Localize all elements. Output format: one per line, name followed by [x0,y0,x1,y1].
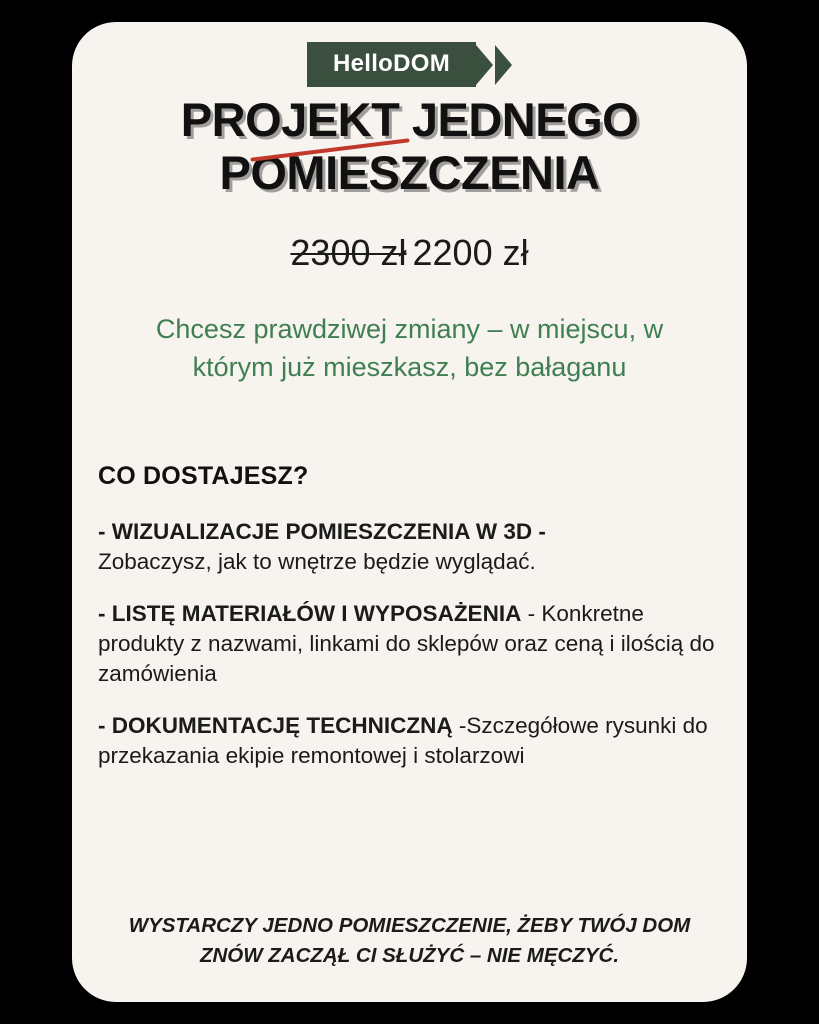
list-item-bold: - WIZUALIZACJE POMIESZCZENIA W 3D - [98,519,546,544]
price-row [72,232,747,274]
section-heading: CO DOSTAJESZ? [98,462,309,490]
poster-card [72,22,747,1002]
footer-line-2: ZNÓW ZACZĄŁ CI SŁUŻYĆ – NIE MĘCZYĆ. [199,944,620,968]
list-item-second-line: Zobaczysz, jak to wnętrze będzie wyglądać. [98,548,536,574]
price-old: 2300 zł [290,232,407,273]
page-title-line-2: POMIESZCZENIA [219,145,600,199]
footer-line-1: WYSTARCZY JEDNO POMIESZCZENIE, ŻEBY TWÓJ DOM [128,913,691,937]
brand-badge [72,42,747,87]
arrow-1-icon [476,45,493,85]
footer-tagline [100,911,719,973]
lead-line-2: którym już mieszkasz, bez bałaganu [192,352,627,383]
list-item-bold: - DOKUMENTACJĘ TECHNICZNĄ [98,712,453,738]
list-item-rest: - Konkretne produkty z nazwami, linkami do sklepów oraz ceną i ilością do zamówienia [98,600,715,686]
chevron-right-icon [474,45,512,85]
list-item [98,711,721,771]
offer-body [98,462,721,792]
brand-badge-label: HelloDOM [307,42,476,87]
list-item-rest: -Szczegółowe rysunki do przekazania ekipie remontowej i stolarzowi [98,712,708,768]
price-new: 2200 zł [412,232,529,273]
lead-line-1: Chcesz prawdziwej zmiany – w miejscu, w [155,314,664,344]
page-title-line-1: PROJEKT JEDNEGO [180,93,639,146]
list-item [98,599,721,689]
list-item-bold: - LISTĘ MATERIAŁÓW I WYPOSAŻENIA [98,600,522,626]
list-item [98,517,721,577]
lead-paragraph [142,310,677,387]
page-title [72,94,747,199]
arrow-2-icon [495,45,512,85]
